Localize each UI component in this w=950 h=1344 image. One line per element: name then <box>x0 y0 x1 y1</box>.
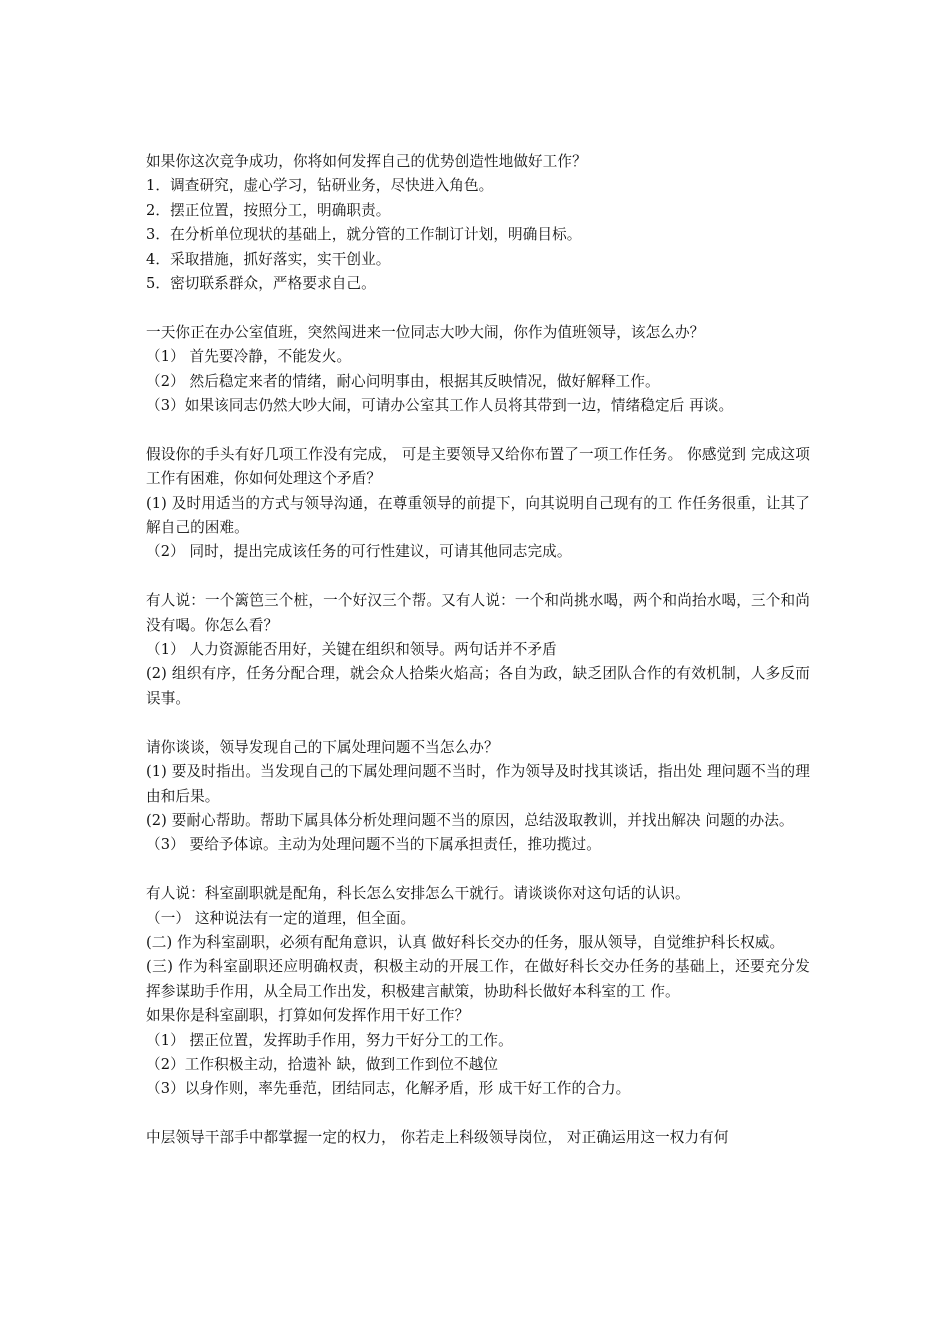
answer-text: （2） 然后稳定来者的情绪，耐心问明事由，根据其反映情况，做好解释工作。 <box>146 372 660 390</box>
answer-text: (1) 要及时指出。当发现自己的下属处理问题不当时，作为领导及时找其谈话，指出处 理问题不当的理由和后果。 <box>146 763 810 805</box>
paragraph-gap <box>146 1102 810 1126</box>
question-text: 如果你这次竞争成功，你将如何发挥自己的优势创造性地做好工作？ <box>146 153 587 170</box>
answer-text: 5．密切联系群众，严格要求自己。 <box>146 275 376 293</box>
qa-section-5 <box>146 736 810 858</box>
qa-section-6 <box>146 882 810 1102</box>
answer-text: （1） 摆正位置，发挥助手作用，努力干好分工的工作。 <box>146 1031 513 1049</box>
question-text: 有人说：一个篱笆三个桩，一个好汉三个帮。又有人说：一个和尚挑水喝，两个和尚抬水喝，三个和尚没有喝。你怎么看？ <box>146 592 810 634</box>
qa-section-2 <box>146 321 810 419</box>
answer-text: （3） 要给予体谅。主动为处理问题不当的下属承担责任，推功揽过。 <box>146 836 601 854</box>
paragraph-gap <box>146 711 810 735</box>
paragraph-gap <box>146 418 810 442</box>
answer-text: (1) 及时用适当的方式与领导沟通，在尊重领导的前提下，向其说明自己现有的工 作任务很重，让其了解自己的困难。 <box>146 494 810 537</box>
paragraph-gap <box>146 858 810 882</box>
qa-section-7 <box>146 1126 810 1150</box>
answer-text: (2) 要耐心帮助。帮助下属具体分析处理问题不当的原因，总结汲取教训，并找出解决 问题的办法。 <box>146 811 794 829</box>
answer-text: 2．摆正位置，按照分工，明确职责。 <box>146 201 391 219</box>
qa-section-1 <box>146 150 810 296</box>
answer-text: 1．调查研究，虚心学习，钻研业务，尽快进入角色。 <box>146 177 494 195</box>
question-text: 请你谈谈，领导发现自己的下属处理问题不当怎么办？ <box>146 738 499 756</box>
answer-text: （3）如果该同志仍然大吵大闹，可请办公室其工作人员将其带到一边，情绪稳定后 再谈。 <box>146 397 734 415</box>
document-body <box>146 150 810 1151</box>
answer-text: （一） 这种说法有一定的道理，但全面。 <box>146 909 416 927</box>
question-text: 中层领导干部手中都掌握一定的权力， 你若走上科级领导岗位， 对正确运用这一权力有何 <box>146 1129 729 1147</box>
paragraph-gap <box>146 565 810 589</box>
answer-text: （2）工作积极主动，拾遗补 缺，做到工作到位不越位 <box>146 1055 499 1073</box>
answer-text: 3．在分析单位现状的基础上，就分管的工作制订计划，明确目标。 <box>146 226 582 244</box>
qa-section-3 <box>146 443 810 565</box>
qa-section-4 <box>146 589 810 711</box>
paragraph-gap <box>146 296 810 320</box>
answer-text: (三) 作为科室副职还应明确权责，积极主动的开展工作，在做好科长交办任务的基础上，还要充分发 挥参谋助手作用，从全局工作出发，积极建言献策，协助科长做好本科室的工 作。 <box>146 958 810 1000</box>
answer-text: （1） 人力资源能否用好，关键在组织和领导。两句话并不矛盾 <box>146 641 557 659</box>
question-text: 有人说：科室副职就是配角，科长怎么安排怎么干就行。请谈谈你对这句话的认识。 <box>146 885 690 903</box>
answer-text: 4．采取措施，抓好落实，实干创业。 <box>146 250 391 268</box>
answer-text: (2) 组织有序，任务分配合理，就会众人拾柴火焰高；各自为政，缺乏团队合作的有效机制，人多反而误事。 <box>146 665 810 707</box>
answer-text: （1） 首先要冷静，不能发火。 <box>146 348 352 366</box>
answer-text: （3）以身作则，率先垂范，团结同志，化解矛盾，形 成干好工作的合力。 <box>146 1080 631 1098</box>
answer-text: (二) 作为科室副职，必须有配角意识，认真 做好科长交办的任务，服从领导，自觉维护科长权威。 <box>146 933 785 951</box>
question-text: 一天你正在办公室值班，突然闯进来一位同志大吵大闹，你作为值班领导，该怎么办？ <box>146 323 705 341</box>
question-text: 假设你的手头有好几项工作没有完成， 可是主要领导又给你布置了一项工作任务。 你感觉到 完成这项工作有困难，你如何处理这个矛盾？ <box>146 445 810 488</box>
answer-text: （2） 同时，提出完成该任务的可行性建议，可请其他同志完成。 <box>146 543 572 561</box>
sub-question-text: 如果你是科室副职，打算如何发挥作用干好工作？ <box>146 1007 470 1025</box>
